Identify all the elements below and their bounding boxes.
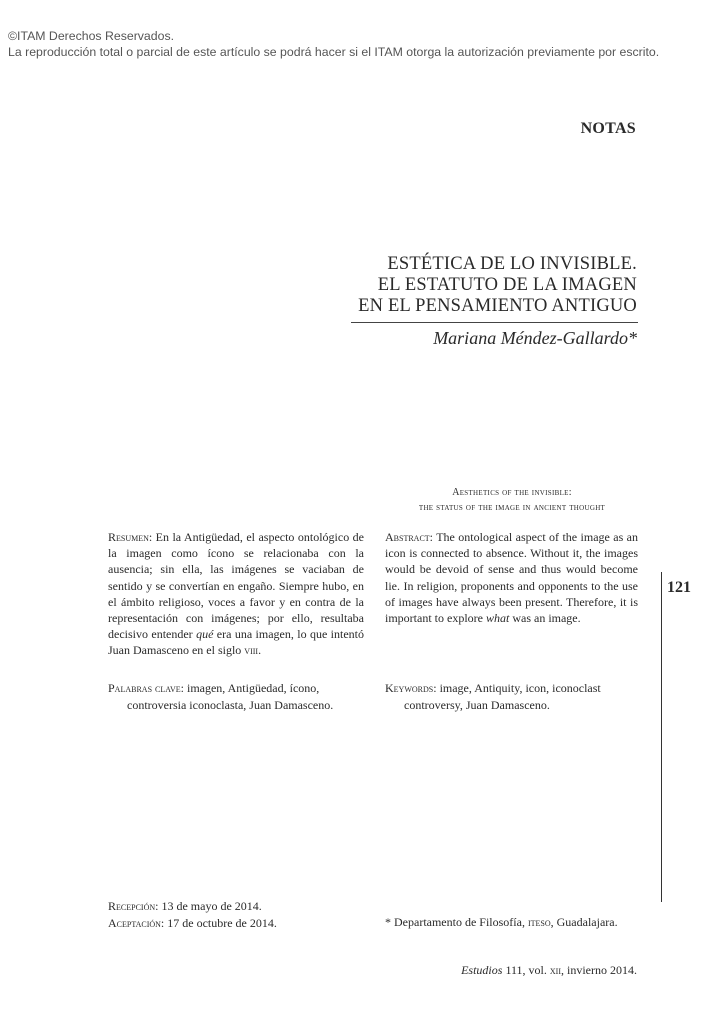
abstract-paragraph [385, 529, 638, 626]
journal-footer [461, 963, 637, 978]
recepcion-value: 13 de mayo de 2014. [158, 899, 262, 913]
resumen-century: viii [244, 643, 259, 658]
journal-season: , invierno 2014. [561, 963, 637, 977]
resumen-label: Resumen: [108, 530, 153, 544]
english-title [386, 485, 638, 515]
journal-volume: xii [549, 963, 561, 977]
resumen-end: . [258, 643, 262, 658]
author-footnote [385, 915, 618, 930]
abstract-text-1: The ontological aspect of the image as an icon is connected to absence. Without it, the images would be devoid of sense and thus would become lie. In religion, proponents and opponents to the use of images have always been present. Therefore, it is important to explore [385, 530, 638, 626]
english-title-line-1: Aesthetics of the invisible: [452, 487, 572, 498]
section-label: NOTAS [580, 120, 636, 137]
copyright-notice [8, 28, 723, 60]
aceptacion-label: Aceptación: [108, 915, 165, 930]
aceptacion-value: 17 de octubre de 2014. [164, 915, 277, 930]
keywords-label: Keywords: [385, 681, 437, 695]
english-title-line-2: the status of the image in ancient thought [418, 502, 606, 513]
footnote-text-2: , Guadalajara. [550, 915, 618, 929]
article-title [358, 254, 637, 317]
resumen-paragraph [108, 529, 364, 659]
page-number: 121 [667, 579, 691, 596]
abstract-text-2: was an image. [509, 611, 581, 626]
palabras-clave-text: imagen, Antigüedad, ícono, controversia iconoclasta, Juan Damasceno. [127, 681, 334, 712]
resumen-emphasis: qué [196, 627, 214, 642]
abstract-label: Abstract: [385, 530, 434, 544]
journal-issue: 111, vol. [502, 963, 550, 977]
title-line-3: EN EL PENSAMIENTO ANTIGUO [358, 296, 637, 316]
footnote-institution: iteso [527, 915, 551, 929]
recepcion-label: Recepción: [108, 899, 159, 913]
recepcion-line [108, 898, 277, 915]
dates-block [108, 898, 277, 931]
abstract-emphasis: what [485, 611, 510, 626]
copyright-line-1: ©ITAM Derechos Reservados. [8, 29, 175, 43]
journal-name: Estudios [461, 963, 503, 977]
copyright-line-2: La reproducción total o parcial de este artículo se podrá hacer si el ITAM otorga la autorización previamente por escrito. [8, 45, 660, 59]
footnote-text-1: * Departamento de Filosofía, [385, 915, 528, 929]
title-line-2: EL ESTATUTO DE LA IMAGEN [377, 275, 637, 295]
keywords [385, 680, 659, 713]
resumen-text-2: era una imagen, lo que intentó Juan Damasceno en el siglo [108, 627, 364, 658]
keywords-text: image, Antiquity, icon, iconoclast controversy, Juan Damasceno. [404, 681, 601, 712]
page-number-rule [661, 572, 662, 902]
aceptacion-line [108, 915, 277, 932]
resumen-text-1: En la Antigüedad, el aspecto ontológico de la imagen como ícono se relacionaba con la ausencia; sin ella, las imágenes se vaciaban de sentido y se convertían en engaño. Siempre hubo, en el ámbito religioso, voces a favor y en contra de la representación con imágenes; por ello, resultaba decisivo entender [108, 530, 364, 642]
title-line-1: ESTÉTICA DE LO INVISIBLE. [387, 254, 637, 274]
palabras-clave [108, 680, 375, 713]
palabras-clave-label: Palabras clave: [108, 681, 184, 695]
author-name: Mariana Méndez-Gallardo* [433, 328, 637, 348]
title-rule [351, 322, 638, 323]
